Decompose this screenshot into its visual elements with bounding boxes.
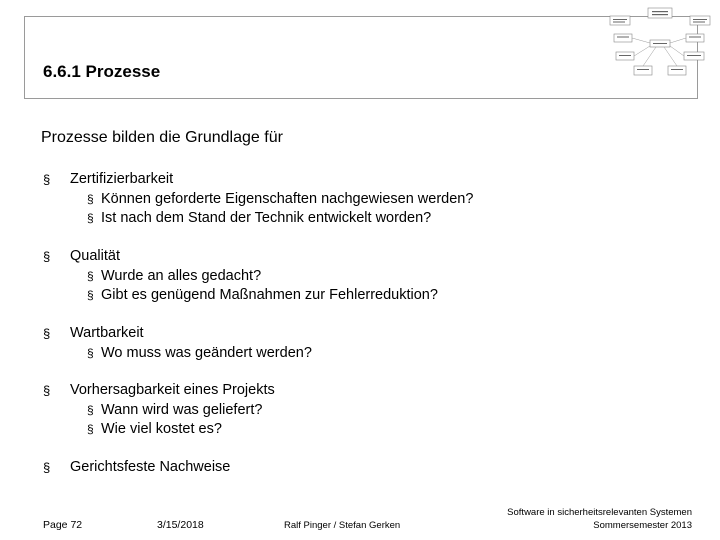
item-label: Zertifizierbarkeit — [70, 171, 174, 187]
process-diagram-thumbnail — [608, 6, 712, 78]
bullet: § — [43, 172, 51, 187]
sub-item: § Gibt es genügend Maßnahmen zur Fehlerreduktion? — [87, 287, 438, 303]
sub-item: § Wo muss was geändert werden? — [87, 344, 312, 361]
sub-item: § Ist nach dem Stand der Technik entwickelt worden? — [87, 210, 432, 226]
sub-item: § Können geforderte Eigenschaften nachgewiesen werden? — [87, 190, 474, 207]
intro-text: Prozesse bilden die Grundlage für — [41, 129, 283, 146]
bullet: § — [43, 249, 51, 264]
date: 3/15/2018 — [157, 519, 204, 531]
item-label: Qualität — [70, 248, 120, 264]
bullet: § — [43, 460, 51, 475]
item-label: Vorhersagbarkeit eines Projekts — [70, 382, 275, 398]
slide-title: 6.6.1 Prozesse — [43, 62, 161, 81]
item-label: Gerichtsfeste Nachweise — [70, 459, 231, 475]
semester: Sommersemester 2013 — [593, 520, 692, 531]
authors: Ralf Pinger / Stefan Gerken — [284, 520, 401, 531]
title-box — [24, 16, 698, 99]
item-label: Wartbarkeit — [70, 325, 144, 341]
sub-item: § Wann wird was geliefert? — [87, 401, 263, 418]
sub-item: § Wie viel kostet es? — [87, 421, 222, 437]
course-title: Software in sicherheitsrelevanten Systemen — [507, 507, 692, 518]
page-number: Page 72 — [43, 519, 83, 531]
course-info — [507, 506, 692, 532]
bullet: § — [43, 383, 51, 398]
sub-item: § Wurde an alles gedacht? — [87, 267, 262, 284]
bullet: § — [43, 326, 51, 341]
